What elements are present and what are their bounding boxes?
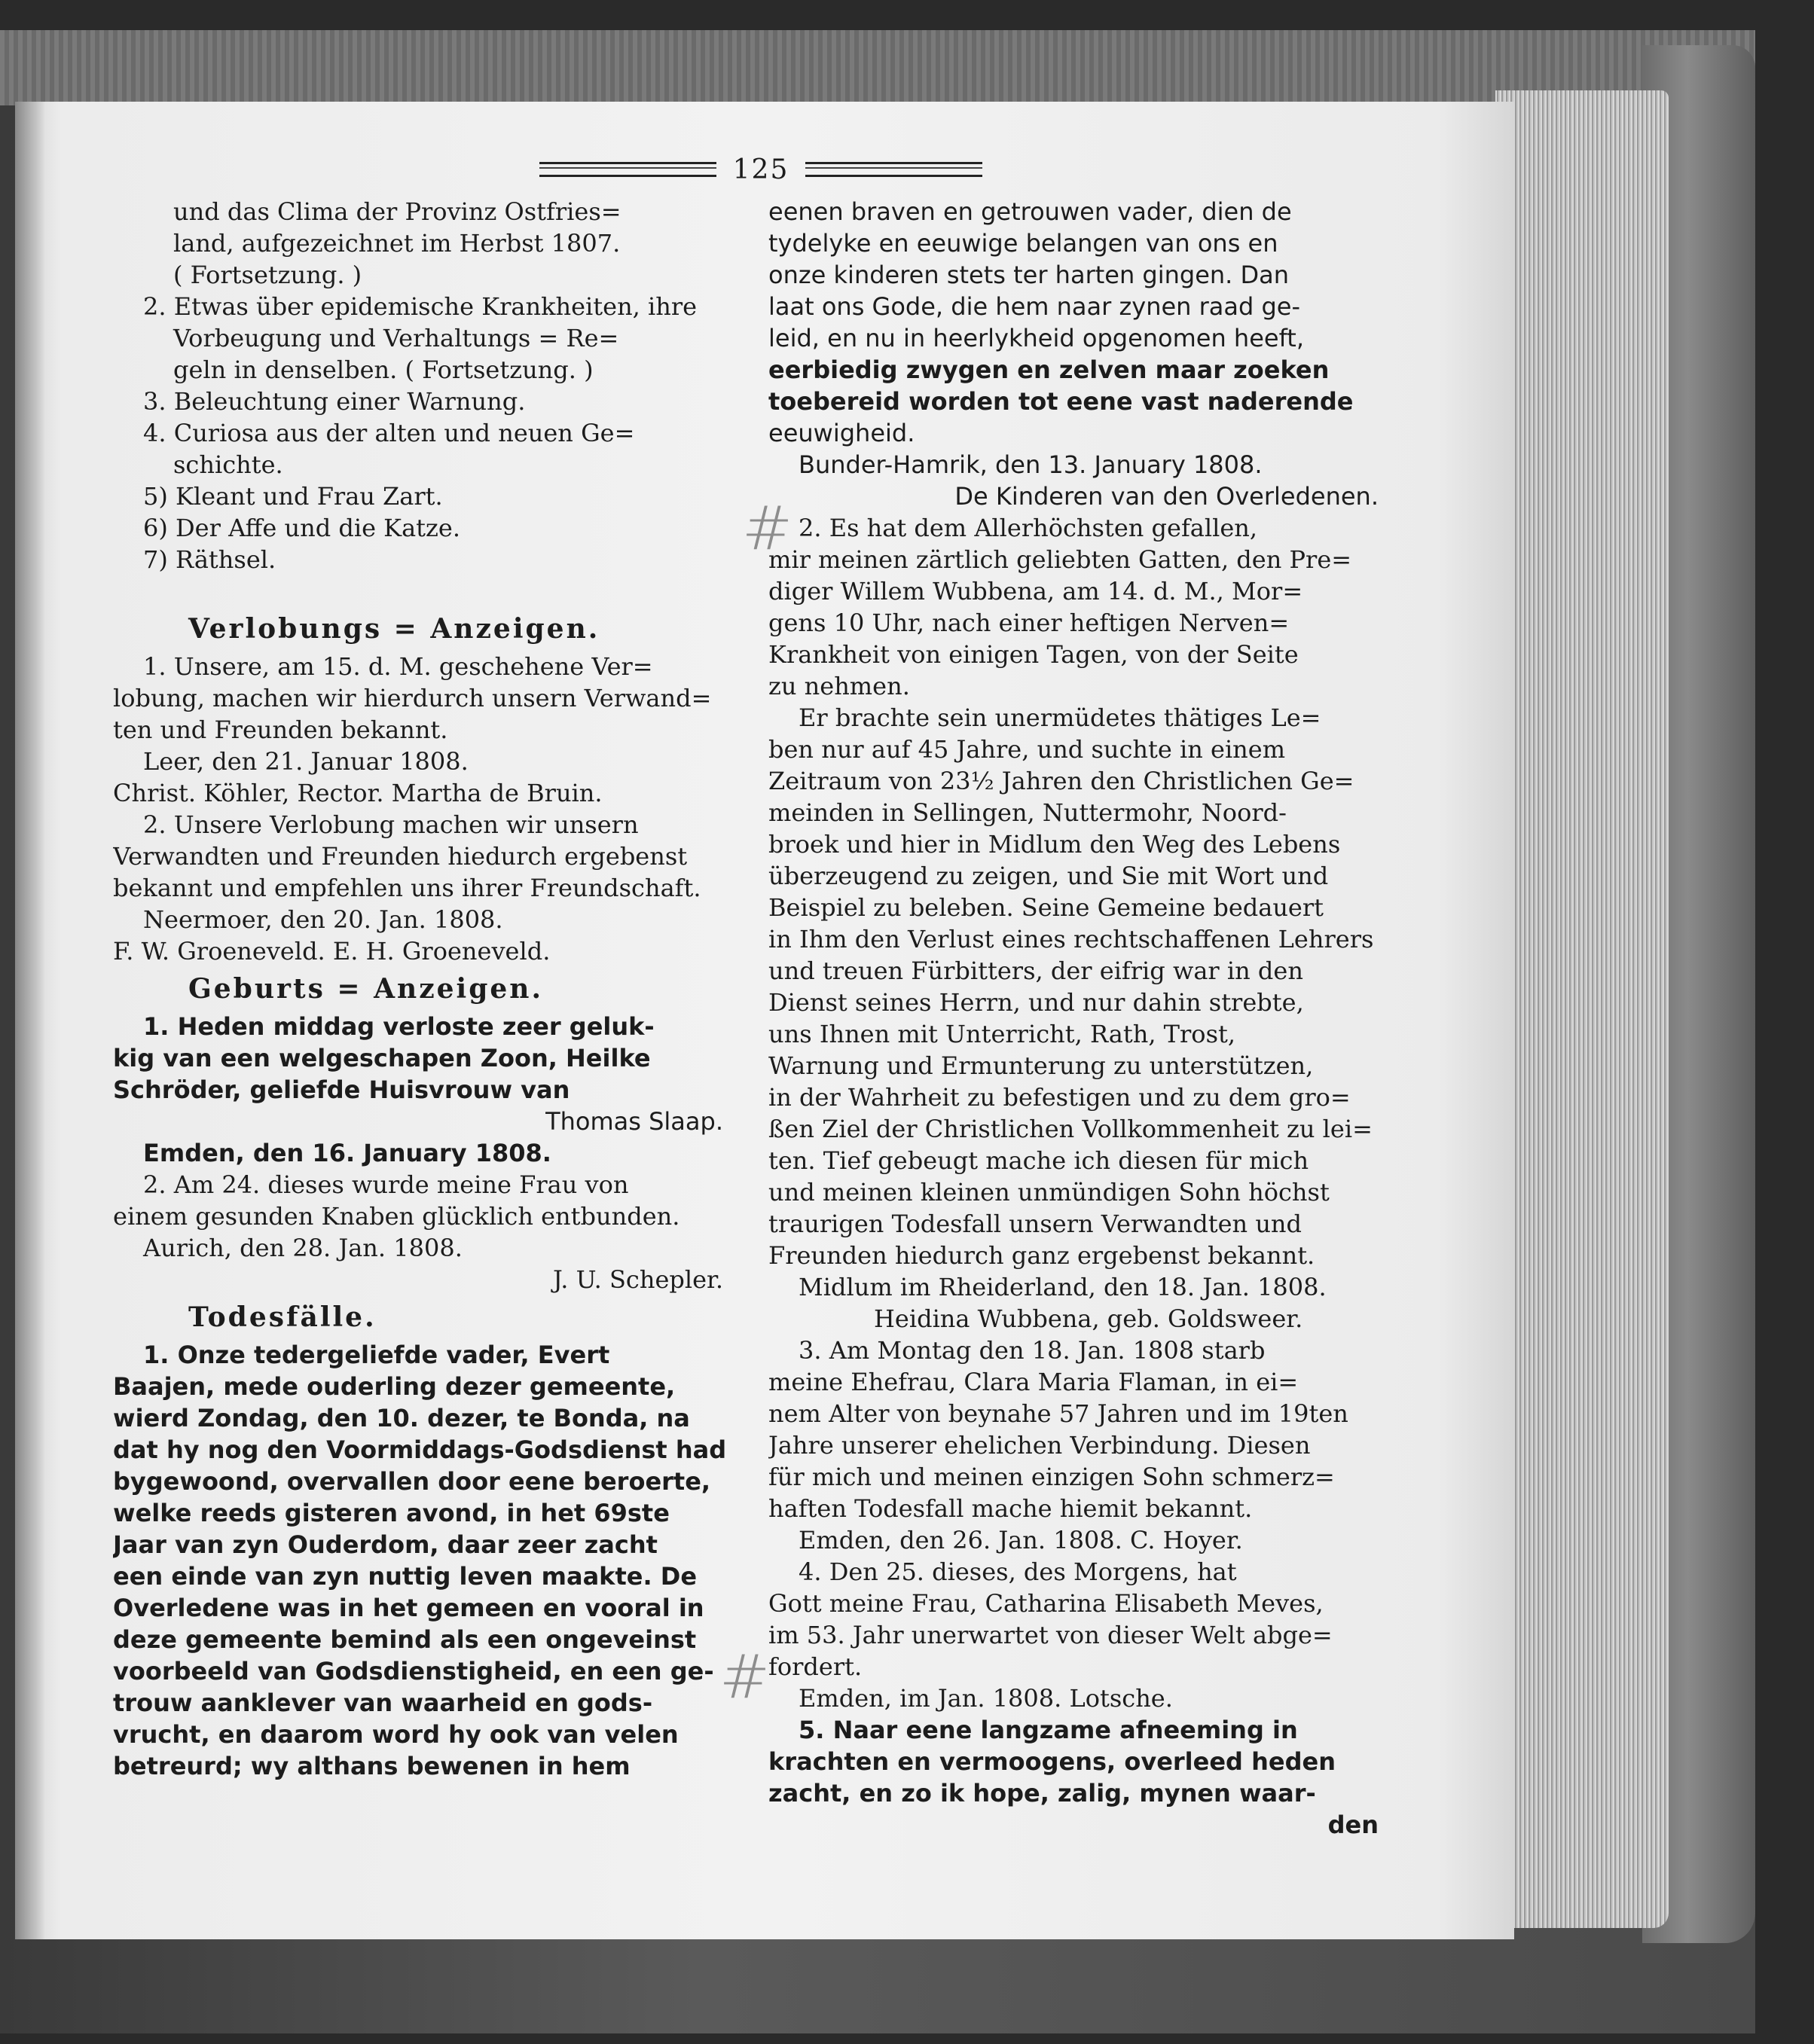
text-line: eeuwigheid.	[768, 419, 915, 447]
text-line: uns Ihnen mit Unterricht, Rath, Trost,	[768, 1020, 1236, 1048]
text-line: Neermoer, den 20. Jan. 1808.	[143, 905, 503, 934]
page-gutter	[15, 102, 45, 1939]
text-line: Beispiel zu beleben. Seine Gemeine bedauert	[768, 893, 1324, 922]
text-line: 5. Naar eene langzame afneeming in	[799, 1716, 1298, 1744]
text-line: mir meinen zärtlich geliebten Gatten, den Pre=	[768, 545, 1352, 574]
page-header	[512, 154, 1009, 185]
text-line: nem Alter von beynahe 57 Jahren und im 19ten	[768, 1399, 1348, 1428]
text-line: zu nehmen.	[768, 672, 910, 700]
text-line: Jaar van zyn Ouderdom, daar zeer zacht	[113, 1530, 658, 1559]
text-line: onze kinderen stets ter harten gingen. Dan	[768, 261, 1290, 289]
text-line: krachten en vermoogens, overleed heden	[768, 1747, 1336, 1776]
text-line: leid, en nu in heerlykheid opgenomen heeft,	[768, 324, 1304, 352]
text-line: De Kinderen van den Overledenen.	[954, 482, 1379, 511]
text-line: und das Clima der Provinz Ostfries=	[173, 197, 621, 226]
text-line: einem gesunden Knaben glücklich entbunden.	[113, 1202, 680, 1231]
text-line: in der Wahrheit zu befestigen und zu dem gro=	[768, 1083, 1351, 1112]
text-line: Er brachte sein unermüdetes thätiges Le=	[799, 703, 1321, 732]
text-line: Midlum im Rheiderland, den 18. Jan. 1808.	[799, 1273, 1327, 1301]
text-line: schichte.	[173, 450, 283, 479]
book-spine	[0, 30, 1755, 105]
text-line: 2. Am 24. dieses wurde meine Frau von	[143, 1170, 629, 1199]
text-line: 2. Etwas über epidemische Krankheiten, ihre	[143, 292, 698, 321]
text-line: fordert.	[768, 1652, 863, 1681]
text-line: Gott meine Frau, Catharina Elisabeth Meves,	[768, 1589, 1324, 1618]
text-line: Christ. Köhler, Rector. Martha de Bruin.	[113, 779, 603, 807]
text-line: den	[1327, 1811, 1379, 1839]
text-line: ( Fortsetzung. )	[173, 261, 362, 289]
text-line: und treuen Fürbitters, der eifrig war in den	[768, 956, 1303, 985]
text-line: Baajen, mede ouderling dezer gemeente,	[113, 1372, 676, 1401]
text-line: haften Todesfall mache hiemit bekannt.	[768, 1494, 1253, 1523]
text-line: trouw aanklever van waarheid en gods-	[113, 1689, 653, 1717]
text-line: 4. Den 25. dieses, des Morgens, hat	[799, 1557, 1237, 1586]
text-line: wierd Zondag, den 10. dezer, te Bonda, na	[113, 1404, 690, 1432]
text-line: betreurd; wy althans bewenen in hem	[113, 1752, 631, 1780]
text-line: 5) Kleant und Frau Zart.	[143, 482, 443, 511]
header-rule-left	[539, 162, 716, 177]
page-edges	[1495, 90, 1669, 1928]
text-line: broek und hier in Midlum den Weg des Lebens	[768, 830, 1341, 859]
text-line: Jahre unserer ehelichen Verbindung. Diesen	[768, 1431, 1311, 1460]
text-line: Krankheit von einigen Tagen, von der Seite	[768, 640, 1299, 669]
section-heading: Geburts = Anzeigen.	[188, 973, 543, 1005]
text-line: Emden, den 16. January 1808.	[143, 1139, 551, 1167]
text-line: gens 10 Uhr, nach einer heftigen Nerven=	[768, 609, 1290, 637]
text-line: voorbeeld van Godsdienstigheid, en een ge-	[113, 1657, 714, 1686]
text-line: meine Ehefrau, Clara Maria Flaman, in ei=	[768, 1368, 1299, 1396]
text-line: 3. Beleuchtung einer Warnung.	[143, 387, 526, 416]
text-line: Freunden hiedurch ganz ergebenst bekannt.	[768, 1241, 1315, 1270]
text-line: in Ihm den Verlust eines rechtschaffenen Lehrers	[768, 925, 1374, 953]
text-line: ßen Ziel der Christlichen Vollkommenheit zu lei=	[768, 1115, 1373, 1143]
text-line: für mich und meinen einzigen Sohn schmerz=	[768, 1463, 1335, 1491]
text-line	[113, 575, 738, 607]
text-line: im 53. Jahr unerwartet von dieser Welt abge=	[768, 1621, 1333, 1649]
text-line: Aurich, den 28. Jan. 1808.	[143, 1234, 463, 1262]
text-line: diger Willem Wubbena, am 14. d. M., Mor=	[768, 577, 1303, 606]
right-column	[768, 196, 1394, 1841]
text-line: Zeitraum von 23½ Jahren den Christlichen Ge=	[768, 767, 1354, 795]
text-line: zacht, en zo ik hope, zalig, mynen waar-	[768, 1779, 1316, 1808]
text-line: Schröder, geliefde Huisvrouw van	[113, 1075, 570, 1104]
text-line: 1. Onze tedergeliefde vader, Evert	[143, 1341, 610, 1369]
text-line: Leer, den 21. Januar 1808.	[143, 747, 469, 776]
text-line: 6) Der Affe und die Katze.	[143, 514, 460, 542]
text-line: deze gemeente bemind als een ongeveinst	[113, 1625, 697, 1654]
text-line: 7) Räthsel.	[143, 545, 276, 574]
text-line: 2. Es hat dem Allerhöchsten gefallen,	[799, 514, 1258, 542]
page-number: 125	[732, 154, 789, 185]
text-line: ben nur auf 45 Jahre, und suchte in einem	[768, 735, 1286, 764]
text-line: Overledene was in het gemeen en vooral in	[113, 1594, 704, 1622]
text-line: Dienst seines Herrn, und nur dahin strebte,	[768, 988, 1304, 1017]
book-page	[15, 102, 1514, 1939]
text-line: laat ons Gode, die hem naar zynen raad ge-	[768, 292, 1301, 321]
text-line: toebereid worden tot eene vast naderende	[768, 387, 1354, 416]
text-line: traurigen Todesfall unsern Verwandten und	[768, 1210, 1302, 1238]
text-line: ten. Tief gebeugt mache ich diesen für mich	[768, 1146, 1309, 1175]
text-line: überzeugend zu zeigen, und Sie mit Wort und	[768, 862, 1329, 890]
text-line: 3. Am Montag den 18. Jan. 1808 starb	[799, 1336, 1266, 1365]
text-line: kig van een welgeschapen Zoon, Heilke	[113, 1044, 651, 1072]
text-line: geln in denselben. ( Fortsetzung. )	[173, 355, 594, 384]
text-line: 4. Curiosa aus der alten und neuen Ge=	[143, 419, 635, 447]
text-line: J. U. Schepler.	[552, 1265, 723, 1294]
section-heading: Todesfälle.	[188, 1301, 377, 1333]
text-line: Vorbeugung und Verhaltungs = Re=	[173, 324, 619, 352]
section-heading: Verlobungs = Anzeigen.	[188, 613, 600, 645]
text-line: een einde van zyn nuttig leven maakte. De	[113, 1562, 698, 1591]
text-line: lobung, machen wir hierdurch unsern Verwand=	[113, 684, 712, 712]
text-line: Thomas Slaap.	[545, 1107, 723, 1136]
text-line: bekannt und empfehlen uns ihrer Freundschaft.	[113, 874, 701, 902]
text-line: eerbiedig zwygen en zelven maar zoeken	[768, 355, 1330, 384]
text-line: ten und Freunden bekannt.	[113, 715, 448, 744]
text-line: Verwandten und Freunden hiedurch ergebenst	[113, 842, 688, 871]
pencil-mark-hash-icon: #	[719, 1642, 771, 1712]
text-line: Bunder-Hamrik, den 13. January 1808.	[799, 450, 1263, 479]
text-line: 2. Unsere Verlobung machen wir unsern	[143, 810, 639, 839]
text-line: F. W. Groeneveld. E. H. Groeneveld.	[113, 937, 551, 966]
text-line: welke reeds gisteren avond, in het 69ste	[113, 1499, 670, 1527]
text-line: land, aufgezeichnet im Herbst 1807.	[173, 229, 621, 258]
pencil-mark-hash-icon: #	[742, 493, 793, 563]
text-line: Heidina Wubbena, geb. Goldsweer.	[874, 1304, 1303, 1333]
text-line: 1. Heden middag verloste zeer geluk-	[143, 1012, 655, 1041]
text-line: meinden in Sellingen, Nuttermohr, Noord-	[768, 798, 1287, 827]
text-line: bygewoond, overvallen door eene beroerte,	[113, 1467, 711, 1496]
text-line: tydelyke en eeuwige belangen van ons en	[768, 229, 1278, 258]
text-line: vrucht, en daarom word hy ook van velen	[113, 1720, 679, 1749]
header-rule-right	[805, 162, 982, 177]
text-line: eenen braven en getrouwen vader, dien de	[768, 197, 1292, 226]
left-column	[113, 196, 738, 1782]
text-line: Emden, im Jan. 1808. Lotsche.	[799, 1684, 1173, 1713]
text-line: dat hy nog den Voormiddags-Godsdienst had	[113, 1435, 727, 1464]
text-line: Emden, den 26. Jan. 1808. C. Hoyer.	[799, 1526, 1243, 1554]
text-line: 1. Unsere, am 15. d. M. geschehene Ver=	[143, 652, 653, 681]
text-line: und meinen kleinen unmündigen Sohn höchst	[768, 1178, 1330, 1207]
text-line: Warnung und Ermunterung zu unterstützen,	[768, 1051, 1314, 1080]
